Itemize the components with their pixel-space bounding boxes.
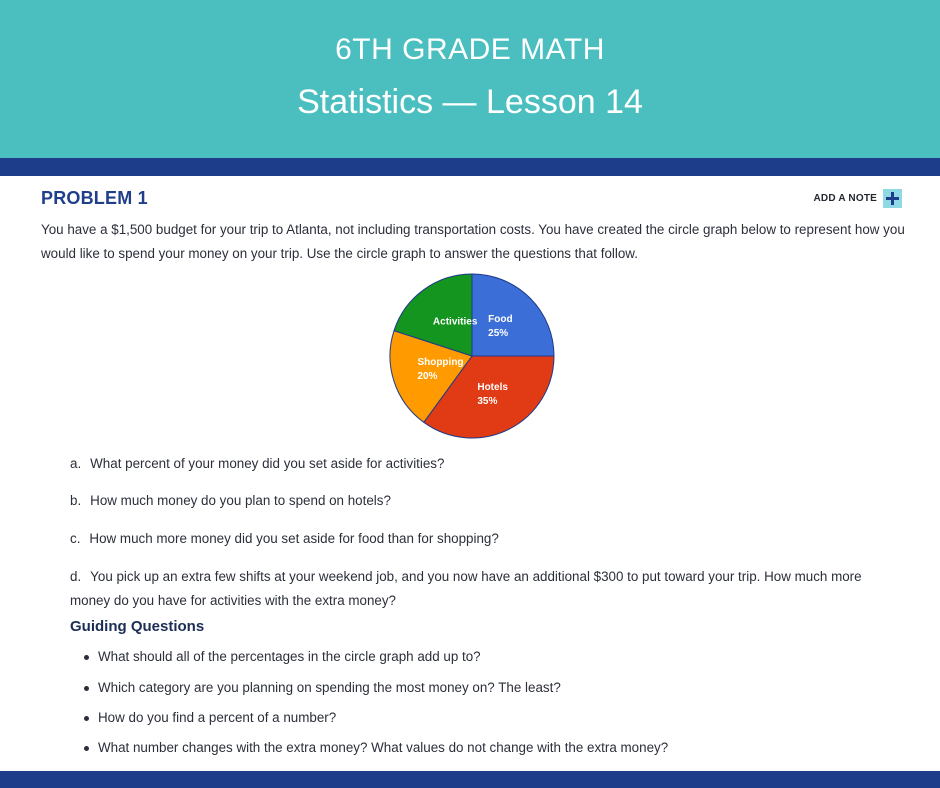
- pie-label-food: Food 25%: [488, 313, 513, 339]
- guiding-question-item: [84, 647, 481, 667]
- bullet-icon: [84, 716, 89, 721]
- question-text: How much money do you plan to spend on hotels?: [90, 493, 391, 508]
- footer-band: [0, 771, 940, 788]
- guiding-question-item: [84, 738, 668, 758]
- guiding-questions-title: Guiding Questions: [70, 618, 205, 635]
- pie-label-hotels: Hotels 35%: [477, 381, 508, 407]
- course-label: 6TH GRADE MATH: [335, 33, 605, 66]
- guiding-question-text: How do you find a percent of a number?: [98, 710, 337, 725]
- add-note-label: ADD A NOTE: [813, 192, 877, 204]
- question-marker: a.: [70, 456, 82, 471]
- bullet-icon: [84, 746, 89, 751]
- question-text: You pick up an extra few shifts at your weekend job, and you now have an additional $300 to put toward your trip. How much more money do you have for activities with the extra money?: [70, 569, 862, 608]
- lesson-header: [0, 0, 940, 158]
- question-text: What percent of your money did you set aside for activities?: [90, 456, 445, 471]
- guiding-question-item: [84, 678, 561, 698]
- pie-slice-food: [472, 274, 554, 356]
- bullet-icon: [84, 655, 89, 660]
- guiding-question-text: What number changes with the extra money? What values do not change with the extra money?: [98, 740, 669, 755]
- lesson-title: Statistics — Lesson 14: [297, 83, 643, 121]
- guiding-question-text: Which category are you planning on spending the most money on? The least?: [98, 680, 561, 695]
- plus-icon[interactable]: [883, 189, 902, 208]
- header-band: [0, 158, 940, 176]
- problem-title: PROBLEM 1: [41, 188, 148, 208]
- pie-label-shopping: Shopping 20%: [417, 357, 464, 383]
- bullet-icon: [84, 686, 89, 691]
- question-marker: c.: [70, 531, 81, 546]
- pie-label-activities: Activities: [432, 316, 478, 328]
- guiding-question-text: What should all of the percentages in the circle graph add up to?: [98, 649, 481, 664]
- guiding-question-item: [84, 708, 336, 728]
- question-b: [70, 489, 890, 513]
- budget-pie-chart: [388, 272, 556, 440]
- question-marker: b.: [70, 493, 82, 508]
- question-a: [70, 452, 890, 476]
- question-marker: d.: [70, 569, 82, 584]
- question-text: How much more money did you set aside for food than for shopping?: [89, 531, 499, 546]
- pie-chart-svg: [388, 272, 556, 440]
- add-note-button[interactable]: [814, 188, 902, 208]
- question-c: [70, 527, 890, 551]
- question-d: [70, 565, 890, 613]
- problem-statement: You have a $1,500 budget for your trip to Atlanta, not including transportation costs. You have created the circle graph below to represent how you would like to spend your money on your trip. Use the circle graph to answer the questions that follow.: [41, 222, 905, 261]
